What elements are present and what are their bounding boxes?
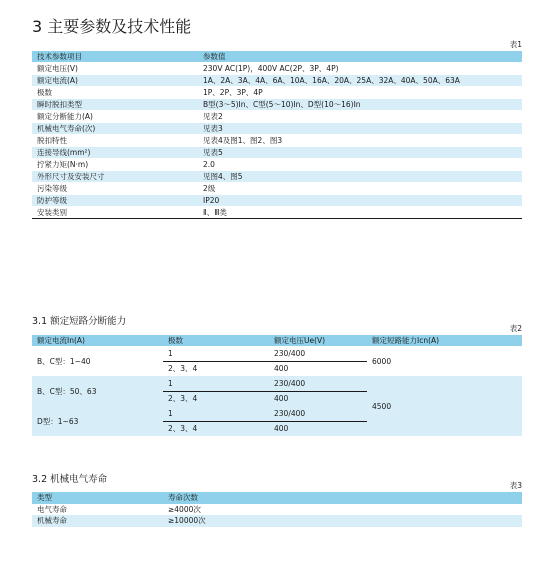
param-name: 极数 [32,87,198,99]
lifespan-type: 电气寿命 [37,504,67,514]
param-name: 脱扣特性 [32,135,198,147]
table-row [32,171,522,183]
param-name: 额定分断能力(A) [32,111,198,123]
table-row [32,123,522,135]
param-value: 见表5 [198,147,522,159]
param-name: 安装类别 [32,207,198,219]
table-row [32,99,522,111]
table-row [32,111,522,123]
table-row [32,183,522,195]
param-value: B型(3～5)In、C型(5～10)In、D型(10～16)In [198,99,522,111]
voltage-cell: 400 [269,421,367,436]
table-row [32,195,522,207]
voltage-cell: 230/400 [269,346,367,361]
table-row [32,207,522,219]
param-value: 1P、2P、3P、4P [198,87,522,99]
header-cell: 类型 [32,492,163,504]
table-row [32,75,522,87]
header-cell: 参数值 [198,51,522,63]
voltage-cell: 400 [269,361,367,376]
table-label: 表3 [509,481,522,490]
param-name: 机械电气寿命(次) [32,123,198,135]
param-value: 见表3 [198,123,522,135]
capacity-cell: 4500 [367,376,522,436]
table-header-row [32,335,522,346]
table-row [32,159,522,171]
section-title: 3.2 机械电气寿命 [32,474,108,485]
poles-cell: 2、3、4 [163,421,269,436]
lifespan-type: 机械寿命 [32,515,163,527]
poles-cell: 2、3、4 [163,361,269,376]
param-value: Ⅱ、Ⅲ类 [198,207,522,219]
param-value: 1A、2A、3A、4A、6A、10A、16A、20A、25A、32A、40A、50A、63A [198,75,522,87]
param-name: 防护等级 [32,195,198,207]
header-cell: 寿命次数 [163,492,522,504]
table-row [32,504,522,516]
poles-cell: 2、3、4 [163,391,269,406]
section-title: 3 主要参数及技术性能 [32,17,192,36]
param-name: 拧紧力矩(N·m) [32,159,198,171]
rated-current-cell: B、C型：50、63 [32,376,163,406]
header-cell: 额定电流In(A) [32,335,163,346]
rated-current-cell: B、C型：1~40 [32,346,163,376]
table-row [32,87,522,99]
param-name: 额定电压(V) [32,63,198,75]
param-value: IP20 [198,195,522,207]
voltage-cell: 230/400 [269,376,367,391]
header-cell: 额定短路能力Icn(A) [367,335,522,346]
lifespan-count: ≥4000次 [168,504,201,514]
section-title: 3.1 额定短路分断能力 [32,316,127,327]
param-value: 2级 [198,183,522,195]
parameters-table [32,51,522,219]
param-name: 污染等级 [32,183,198,195]
header-cell: 额定电压Ue(V) [269,335,367,346]
param-name: 连接导线(mm²) [32,147,198,159]
poles-cell: 1 [163,376,269,391]
header-cell: 技术参数项目 [32,51,198,63]
param-value: 见图4、图5 [198,171,522,183]
table-row [32,515,522,527]
table-row [32,147,522,159]
breaking-capacity-table [32,335,522,436]
lifespan-table [32,492,522,527]
param-name: 额定电流(A) [32,75,198,87]
table-row [32,346,522,361]
table-header-row [32,51,522,63]
param-value: 见表4及图1、图2、图3 [198,135,522,147]
param-value: 见表2 [198,111,522,123]
param-name: 外形尺寸及安装尺寸 [32,171,198,183]
param-name: 瞬时脱扣类型 [32,99,198,111]
rated-current-cell: D型：1~63 [32,406,163,436]
table-row [32,63,522,75]
capacity-cell: 6000 [367,346,522,376]
table-header-row [32,492,522,504]
param-value: 2.0 [198,159,522,171]
table-label: 表2 [509,324,522,333]
header-cell: 极数 [163,335,269,346]
table-row [32,135,522,147]
poles-cell: 1 [163,346,269,361]
voltage-cell: 400 [269,391,367,406]
param-value: 230V AC(1P)，400V AC(2P、3P、4P) [198,63,522,75]
lifespan-count: ≥10000次 [163,515,522,527]
table-label: 表1 [509,40,522,49]
voltage-cell: 230/400 [269,406,367,421]
poles-cell: 1 [163,406,269,421]
table-row [32,376,522,391]
